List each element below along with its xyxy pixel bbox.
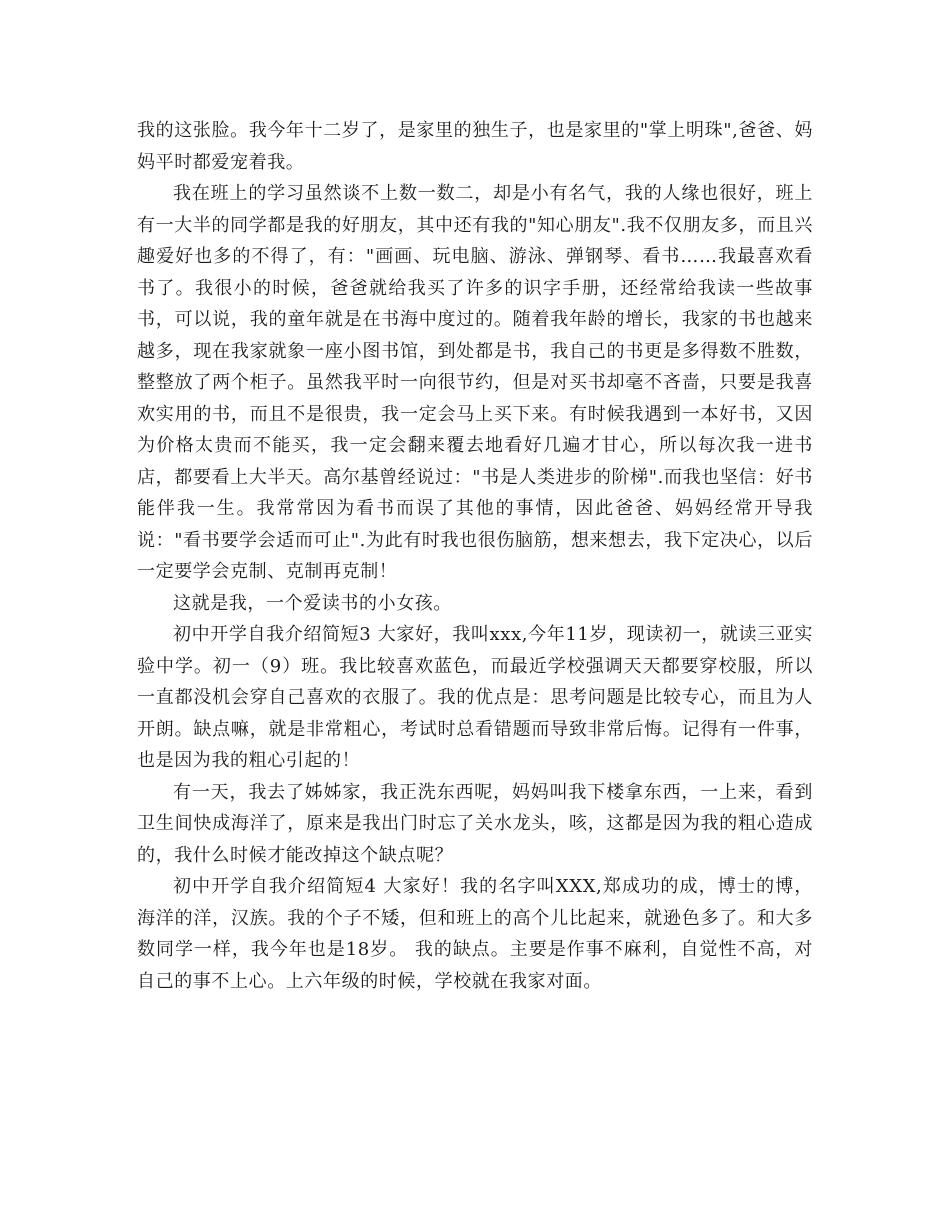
paragraph-5: 有一天，我去了姊姊家，我正洗东西呢，妈妈叫我下楼拿东西，一上来，看到卫生间快成海洋了，原来是我出门时忘了关水龙头，咳，这都是因为我的粗心造成的，我什么时候才能改掉这个缺点呢？ bbox=[137, 781, 813, 866]
paragraph-2: 我在班上的学习虽然谈不上数一数二，却是小有名气，我的人缘也很好，班上有一大半的同学都是我的好朋友，其中还有我的"知心朋友".我不仅朋友多，而且兴趣爱好也多的不得了，有："画画、玩电脑、游泳、弹钢琴、看书……我最喜欢看书了。我很小的时候，爸爸就给我买了许多的识字手册，还经常给我读一些故事书，可以说，我的童年就是在书海中度过的。随着我年龄的增长，我家的书也越来越多，现在我家就象一座小图书馆，到处都是书，我自己的书更是多得数不胜数，整整放了两个柜子。虽然我平时一向很节约，但是对买书却毫不吝啬，只要是我喜欢实用的书，而且不是很贵，我一定会马上买下来。有时候我遇到一本好书，又因为价格太贵而不能买，我一定会翻来覆去地看好几遍才甘心，所以每次我一进书店，都要看上大半天。高尔基曾经说过："书是人类进步的阶梯".而我也坚信：好书能伴我一生。我常常因为看书而误了其他的事情，因此爸爸、妈妈经常开导我说："看书要学会适而可止".为此有时我也很伤脑筋，想来想去，我下定决心，以后一定要学会克制、克制再克制！ bbox=[137, 183, 813, 582]
paragraph-1: 我的这张脸。我今年十二岁了，是家里的独生子，也是家里的"掌上明珠",爸爸、妈妈平时都爱宠着我。 bbox=[137, 120, 813, 173]
paragraph-6: 初中开学自我介绍简短4 大家好！我的名字叫XXX,郑成功的成，博士的博，海洋的洋，汉族。我的个子不矮，但和班上的高个儿比起来，就逊色多了。和大多数同学一样，我今年也是18岁。 我的缺点。主要是作事不麻利，自觉性不高，对自己的事不上心。上六年级的时候，学校就在我家对面。 bbox=[137, 876, 813, 992]
paragraph-3: 这就是我，一个爱读书的小女孩。 bbox=[173, 592, 452, 614]
paragraph-4: 初中开学自我介绍简短3 大家好，我叫xxx,今年11岁，现读初一，就读三亚实验中学。初一（9）班。我比较喜欢蓝色，而最近学校强调天天都要穿校服，所以一直都没机会穿自己喜欢的衣服了。我的优点是：思考问题是比较专心，而且为人开朗。缺点嘛，就是非常粗心，考试时总看错题而导致非常后悔。记得有一件事，也是因为我的粗心引起的！ bbox=[137, 624, 813, 771]
document-body bbox=[137, 115, 813, 997]
